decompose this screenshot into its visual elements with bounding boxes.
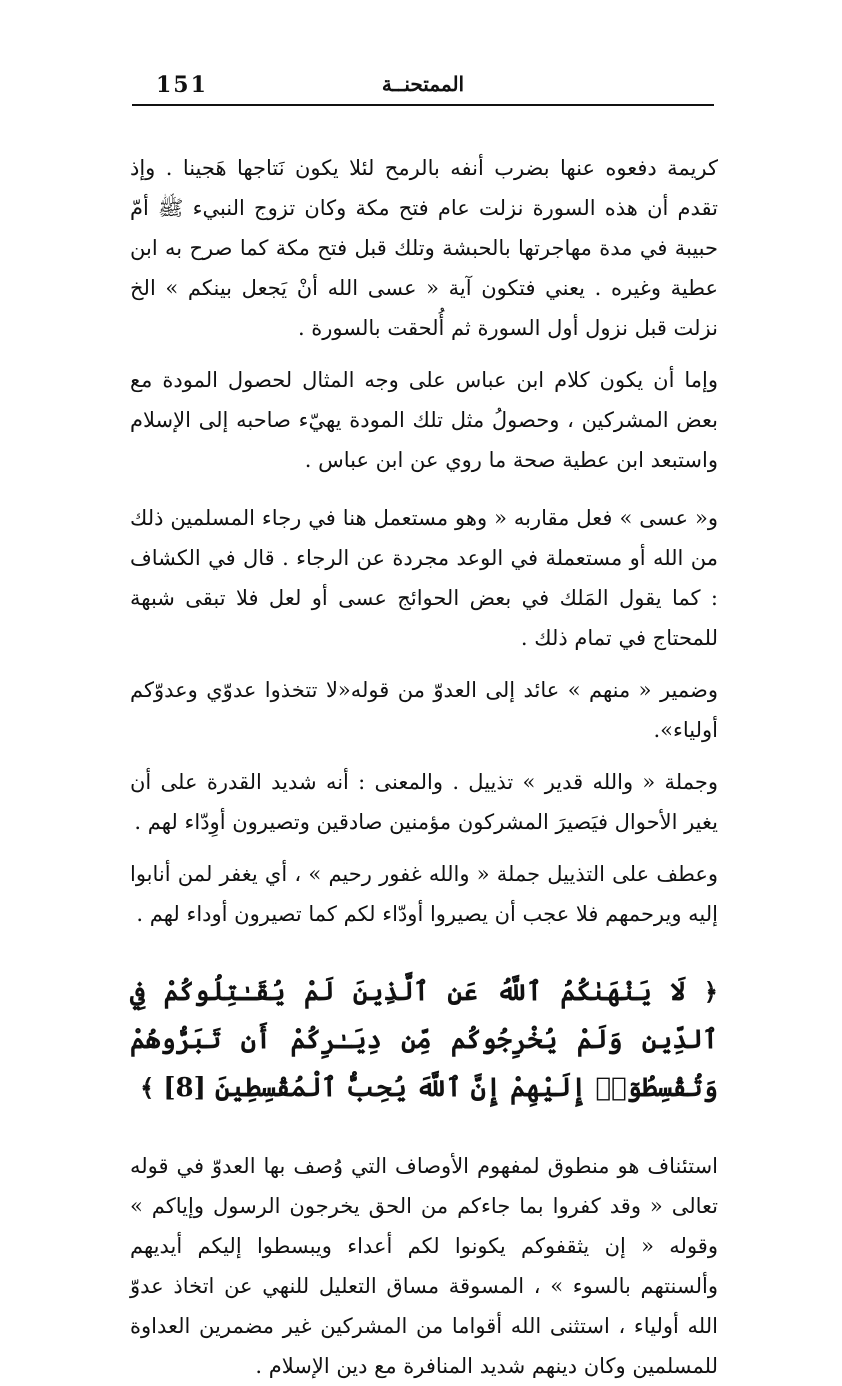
verse-close-bracket: ﴾ <box>140 1073 155 1102</box>
paragraph: و« عسى » فعل مقاربه « وهو مستعمل هنا في رجاء المسلمين ذلك من الله أو مستعملة في الوعد مجردة عن الرجاء . قال في الكشاف : كما يقول المَلك في بعض الحوائج عسى أو لعل فلا تبقى شبهة للمحتاج في تمام ذلك . <box>130 506 718 650</box>
page-number: 151 <box>156 72 208 98</box>
paragraph: وعطف على التذييل جملة « والله غفور رحيم » ، أي يغفر لمن أنابوا إليه ويرحمهم فلا عجب أن يصيروا أودّاء لكم كما تصيرون أوداء لهم . <box>130 862 718 926</box>
running-title: الممتحنــة <box>381 72 465 96</box>
paragraph: كريمة دفعوه عنها بضرب أنفه بالرمح لئلا يكون نَتاجها هَجينا . وإذ تقدم أن هذه السورة نزلت عام فتح مكة وكان تزوج النبيء ﷺ أمّ حبيبة في مدة مهاجرتها بالحبشة وتلك قبل فتح مكة كما صرح به ابن عطية وغيره . يعني فتكون آية « عسى الله أنْ يَجعل بينكم » الخ نزلت قبل نزول أول السورة ثم أُلحقت بالسورة . <box>130 156 718 340</box>
commentary-paragraph: استئناف هو منطوق لمفهوم الأوصاف التي وُصف بها العدوّ في قوله تعالى « وقد كفروا بما جاءكم من الحق يخرجون الرسول وإياكم » وقوله « إن يثقفوكم يكونوا لكم أعداء ويبسطوا إليكم أيديهم وألسنتهم بالسوء » ، المسوقة مساق التعليل للنهي عن اتخاذ عدوّ الله أولياء ، استثنى الله أقواما من المشركين غير مضمرين العداوة للمسلمين وكان دينهم شديد المنافرة مع دين الإسلام . <box>130 1154 718 1378</box>
quran-verse <box>130 968 718 1112</box>
paragraph: وإما أن يكون كلام ابن عباس على وجه المثال لحصول المودة مع بعض المشركين ، وحصولُ مثل تلك المودة يهيّء صاحبه إلى الإسلام واستبعد ابن عطية صحة ما روي عن ابن عباس . <box>130 368 718 472</box>
header-rule <box>132 104 714 106</box>
page-header <box>132 64 714 104</box>
page-body <box>130 148 718 1386</box>
verse-text: لَا يَنْهَىٰكُمُ ٱللَّهُ عَنِ ٱلَّذِينَ لَمْ يُقَـٰتِلُوكُمْ فِي ٱلدِّينِ وَلَمْ يُخْرِجُوكُم مِّن دِيَـٰرِكُمْ أَن تَبَرُّوهُمْ وَتُقْسِطُوٓا۟ إِلَيْهِمْ إِنَّ ٱللَّهَ يُحِبُّ ٱلْمُقْسِطِينَ <box>130 977 718 1103</box>
paragraph: وجملة « والله قدير » تذييل . والمعنى : أنه شديد القدرة على أن يغير الأحوال فيَصيرَ المشركون مؤمنين صادقين وتصيرون أوِدّاء لهم . <box>130 770 718 834</box>
verse-number: [8] <box>163 1073 206 1103</box>
verse-open-bracket: ﴿ <box>703 977 718 1006</box>
paragraph: وضمير « منهم » عائد إلى العدوّ من قوله«لا تتخذوا عدوّي وعدوّكم أولياء». <box>130 678 718 742</box>
